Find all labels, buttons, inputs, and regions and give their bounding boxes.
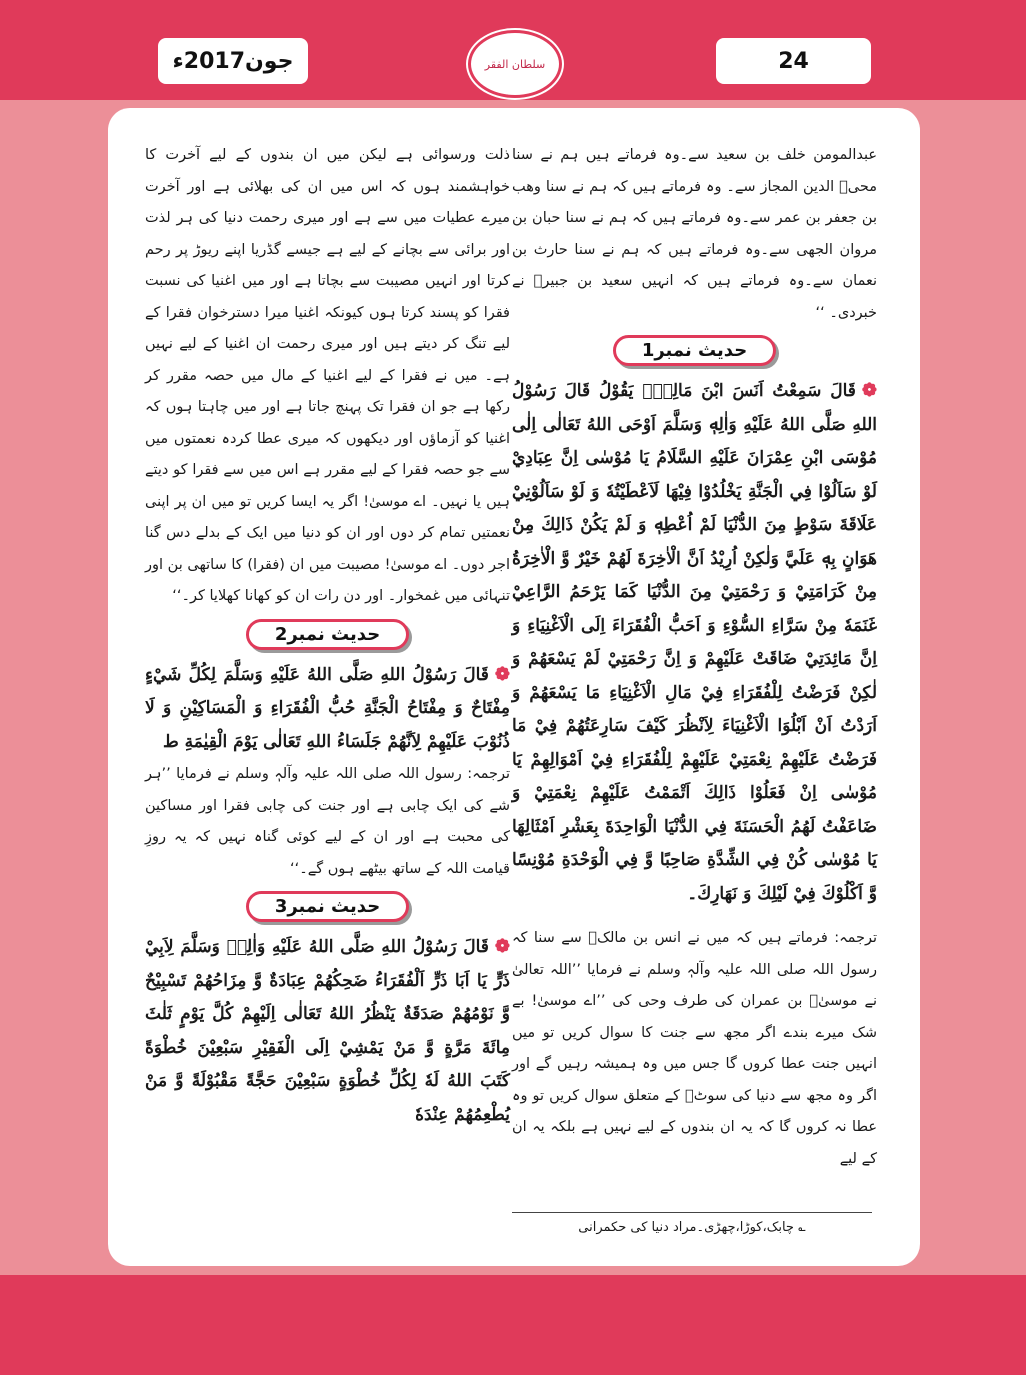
hadith-2-text: قَالَ رَسُوْلُ اللهِ صَلَّى اللهُ عَلَيْهِ وَسَلَّمَ لِكُلِّ شَيْءٍ مِفْتَاحٌ وَ مِفْتَاحُ الْجَنَّةِ حُبُّ الْفُقَرَاءِ وَ الْمَسَاكِيْنِ وَ لَا ذُنُوْبَ عَلَيْهِمْ لِاَنَّهُمْ جَلَسَاءُ اللهِ تَعَالٰى يَوْمَ الْقِيٰمَةِ ط [145,664,510,752]
narration-chain: عبدالمومن خلف بن سعید سے۔وہ فرماتے ہیں ہم نے سنا محیؒ الدین المجاز سے۔ وہ فرماتے ہیں کہ ہم نے سنا وھب بن جعفر بن عمر سے۔وہ فرماتے ہیں کہ ہم نے سنا حبان بن مروان الجھی سے۔وہ فرماتے ہیں کہ ہم نے سنا حارث بن نعمان سے۔وہ فرماتے ہیں کہ انہیں سعید بن جبیرؓ نے خبردی۔ ‘‘ [512,147,877,321]
right-column [512,140,877,1175]
hadith-1-heading [512,335,877,366]
flower-star-icon: ❁ [861,380,877,401]
magazine-logo [468,30,562,98]
issue-date: جون2017ء [158,38,308,84]
hadith-3-text: قَالَ رَسُوْلُ اللهِ صَلَّى اللهُ عَلَيْهِ وَاٰلِهٖ وَسَلَّمَ لِاَبِيْ ذَرٍّ يَا اَبَا ذَرٍّ اَلْفُقَرَاءُ ضَحِكُهُمْ عِبَادَةٌ وَّ مِزَاحُهُمْ تَسْبِيْحٌ وَّ نَوْمُهُمْ صَدَقَةٌ يَنْظُرُ اللهُ تَعَالٰى اِلَيْهِمْ كُلَّ يَوْمٍ ثَلٰثَ مِائَةَ مَرَّةٍ وَّ مَنْ يَمْشِيْ اِلَى الْفَقِيْرِ سَبْعِيْنَ خُطْوَةً كَتَبَ اللهُ لَهٗ لِكُلِّ خُطْوَةٍ سَبْعِيْنَ حَجَّةً مَقْبُوْلَةً وَّ مَنْ يُطْعِمُهُمْ عِنْدَهٗ [145,937,510,1125]
left-column [145,140,510,1132]
page-number: 24 [716,38,871,84]
hadith-3-arabic [145,930,510,1132]
footer-band [0,1275,1026,1375]
flower-star-icon: ❁ [494,936,510,957]
hadith-2-translation: ترجمہ: رسول اللہ صلی اللہ علیہ وآلہٖ وسلم نے فرمایا ’’ہر شے کی ایک چابی ہے اور جنت کی چابی فقرا اور مساکین کی محبت ہے اور ان کے لیے کوئی گناہ نہیں کہ یہ روزِ قیامت اللہ کے ساتھ بیٹھے ہوں گے۔‘‘ [145,766,510,877]
hadith-1-translation: ترجمہ: فرماتے ہیں کہ میں نے انس بن مالکؓ سے سنا کہ رسول اللہ صلی اللہ علیہ وآلہٖ وسلم نے فرمایا ’’اللہ تعالیٰ نے موسیٰؑ بن عمران کی طرف وحی کی ’’اے موسیٰ! بے شک میرے بندے اگر مجھ سے جنت کا سوال کریں تو میں انہیں جنت عطا کروں گا جس میں وہ ہمیشہ رہیں گے اور اگر وہ مجھ سے دنیا کی سوٹؔ کے متعلق سوال کریں تو وہ عطا نہ کروں گا کہ یہ ان بندوں کے لیے نہیں ہے بلکہ یہ ان کے لیے [512,930,877,1167]
heading-label: حدیث نمبر1 [613,335,776,366]
hadith-1-translation-continued: ذلت ورسوائی ہے لیکن میں ان بندوں کے لیے آخرت کا خواہشمند ہوں کہ اس میں ان کی بھلائی ہے اور آخرت میرے عطیات میں سے ہے اور میری رحمت دنیا کی ہر لذت اور برائی سے بچانے کے لیے ہے جیسے گڈریا اپنے ریوڑ پر رحم کرتا اور انہیں مصیبت سے بچاتا ہے اور میں اغنیا کی نسبت فقرا کو پسند کرتا ہوں کیونکہ اغنیا میرا دسترخوان فقرا کے لیے تنگ کر دیتے ہیں اور میری رحمت ان اغنیا کے لیے نہیں ہے۔ میں نے فقرا کے لیے اغنیا کے مال میں حصہ مقرر کر رکھا ہے جو ان فقرا تک پہنچ جاتا ہے اور میں چاہتا ہوں کہ اغنیا کو آزماؤں اور دیکھوں کہ میری عطا کردہ نعمتوں میں سے جو حصہ فقرا کے لیے مقرر ہے اس میں سے فقرا کو دیتے ہیں یا نہیں۔ اے موسیٰ! اگر یہ ایسا کریں تو میں ان پر اپنی نعمتیں تمام کر دوں اور ان کو دنیا میں ایک کے بدلے دس گنا اجر دوں۔ اے موسیٰ! مصیبت میں ان (فقرا) کا ساتھی بن اور تنہائی میں غمخوار۔ اور دن رات ان کو کھانا کھلایا کر۔‘‘ [145,147,510,604]
flower-star-icon: ❁ [494,663,510,685]
hadith-1-text: قَالَ سَمِعْتُ اَنَسَ ابْنَ مَالِكٍؓ يَقُوْلُ قَالَ رَسُوْلُ اللهِ صَلَّى اللهُ عَلَيْهِ وَاٰلِهٖ وَسَلَّمَ اَوْحَى اللهُ تَعَالٰى اِلٰى مُوْسَى ابْنِ عِمْرَانَ عَلَيْهِ السَّلَامُ يَا مُوْسٰى اِنَّ عِبَادِيْ لَوْ سَاَلُوْا فِي الْجَنَّةِ يَخْلُدُوْا فِيْهَا لَاَعْطَيْتُهٗ وَ لَوْ سَاَلُوْنِيْ عَلَاقَةَ سَوْطٍ مِنَ الدُّنْيَا لَمْ اُعْطِهٖ وَ لَمْ يَكُنْ ذَالِكَ مِنْ هَوَانٍ بِهٖ عَلَيَّ وَلٰكِنْ اُرِيْدُ اَنَّ الْاٰخِرَةَ لَهُمْ خَيْرٌ وَّ الْاٰخِرَةُ مِنْ كَرَامَتِيْ وَ رَحْمَتِيْ مِنَ الدُّنْيَا كَمَا يَرْحَمُ الرَّاعِيْ غَنَمَهٗ مِنْ سَرَّاءِ السُّوْءِ وَ اَحَبُّ الْفُقَرَاءَ اِلَى الْاَغْنِيَاءِ وَ اِنَّ مَائِدَتِيْ ضَاقَتْ عَلَيْهِمْ وَ اِنَّ رَحْمَتِيْ لَمْ يَسْعَهُمْ وَ لٰكِنْ فَرَضْتُ لِلْفُقَرَاءِ فِيْ مَالِ الْاَغْنِيَاءِ مَا يَسْعَهُمْ وَ اَرَدْتُ اَنْ اَبْلُوَا الْاَغْنِيَاءَ لِاَنْظُرَ كَيْفَ سَارِعَتُهُمْ فِيْ مَا فَرَضْتُ عَلَيْهِمْ نِعْمَتِيْ عَلَيْهِمْ لِلْفُقَرَاءِ فِيْ اَمْوَالِهِمْ يَا مُوْسٰى اِنْ فَعَلُوْا ذَالِكَ اَتْمَمْتُ عَلَيْهِمْ نِعْمَتِيْ وَ ضَاعَفْتُ لَهُمُ الْحَسَنَةَ فِي الدُّنْيَا الْوَاحِدَةَ بِعَشْرِ اَمْثَالِهَا يَا مُوْسٰى كُنْ فِي الشِّدَّةِ صَاحِبًا وَّ فِي الْوَحْدَةِ مُوْنِسًا وَّ اَكْلُوْكَ فِيْ لَيْلِكَ وَ نَهَارِكَ۔ [512,381,877,904]
hadith-3-heading [145,891,510,922]
hadith-2-arabic [145,658,510,760]
footnote-divider [512,1212,872,1213]
heading-label: حدیث نمبر2 [246,619,409,650]
logo-text: سلطان الفقر [484,57,546,71]
footnote: ؎ چابک،کوڑا،چھڑی۔مراد دنیا کی حکمرانی [578,1220,806,1235]
hadith-2-heading [145,619,510,650]
hadith-1-arabic [512,374,877,911]
heading-label: حدیث نمبر3 [246,891,409,922]
